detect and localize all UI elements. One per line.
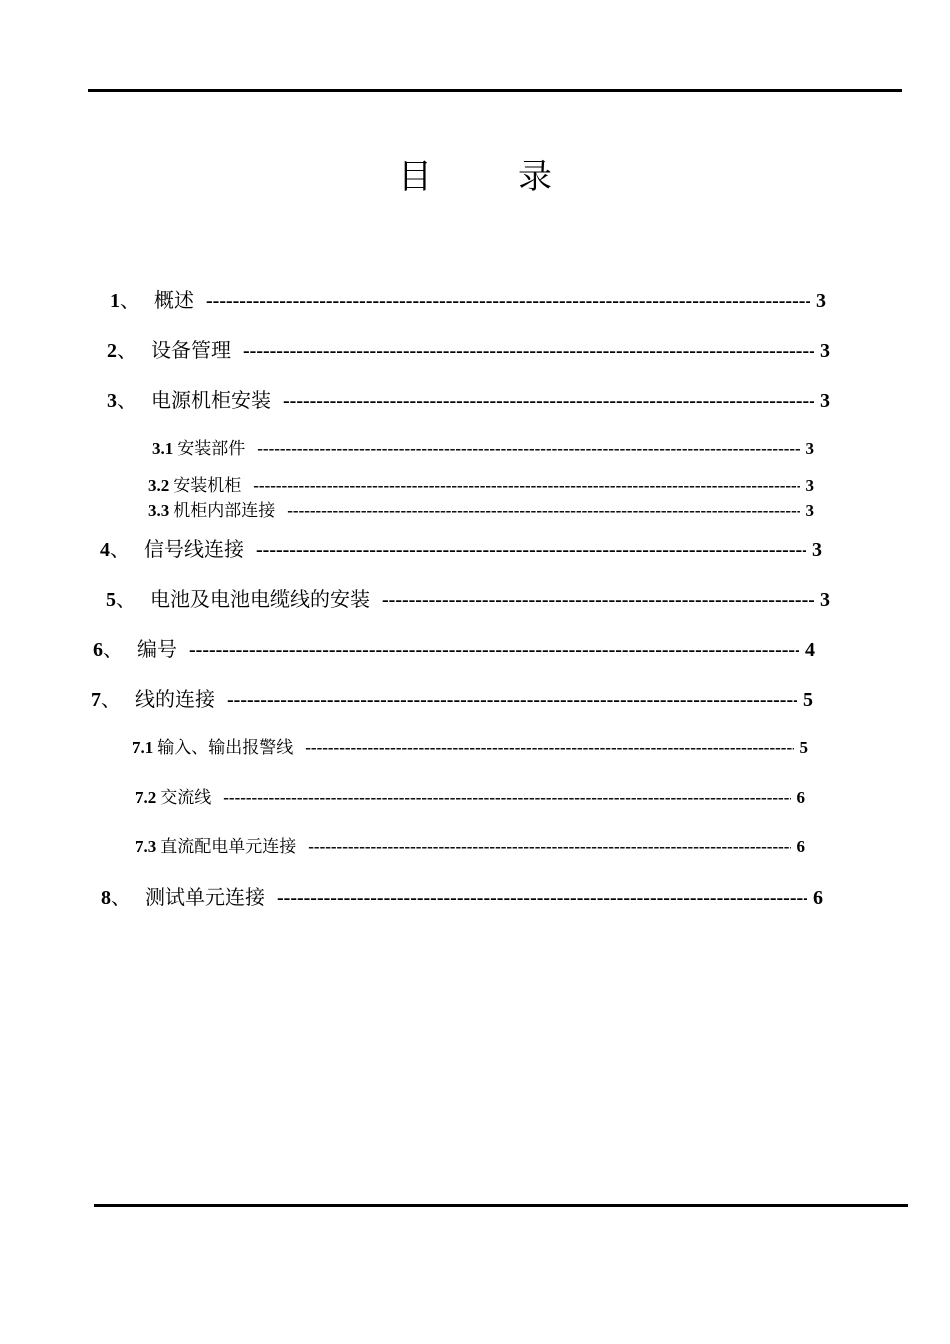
toc-dot-leader xyxy=(253,475,799,497)
toc-entry-separator: 、 xyxy=(110,537,130,561)
toc-entry-number: 1 xyxy=(110,290,120,312)
toc-entry-title: 编号 xyxy=(137,637,177,661)
toc-entry-page: 6 xyxy=(796,788,805,807)
toc-dot-leader xyxy=(287,500,799,522)
toc-entry-title: 电池及电池电缆线的安装 xyxy=(150,587,370,611)
toc-dot-leader xyxy=(257,438,799,460)
toc-entry-number: 7.1 xyxy=(132,738,154,757)
toc-entry-separator: 、 xyxy=(111,885,131,909)
toc-entry-3[interactable] xyxy=(107,387,830,413)
toc-entry-title: 直流配电单元连接 xyxy=(160,837,297,857)
toc-dot-leader xyxy=(382,587,814,612)
toc-entry-page: 3 xyxy=(812,539,822,561)
toc-entry-number: 4 xyxy=(100,539,110,561)
toc-entry-page: 3 xyxy=(805,439,814,458)
toc-entry-title: 机柜内部连接 xyxy=(173,501,276,521)
toc-dot-leader xyxy=(308,836,790,858)
toc-dot-leader xyxy=(256,537,806,562)
toc-entry-title: 交流线 xyxy=(160,788,212,808)
toc-entry-page: 5 xyxy=(803,689,813,711)
toc-entry-3-3[interactable] xyxy=(148,500,814,522)
toc-entry-title: 输入、输出报警线 xyxy=(157,738,294,758)
toc-entry-separator: 、 xyxy=(101,687,121,711)
toc-entry-2[interactable] xyxy=(107,337,830,363)
toc-entry-number: 5 xyxy=(106,589,116,611)
toc-entry-page: 3 xyxy=(820,340,830,362)
toc-entry-title: 概述 xyxy=(154,288,194,312)
toc-entry-page: 3 xyxy=(820,390,830,412)
toc-title-char-1: 目 xyxy=(398,157,432,197)
toc-entry-7-3[interactable] xyxy=(135,836,805,858)
toc-entry-page: 3 xyxy=(805,501,814,520)
toc-dot-leader xyxy=(277,885,807,910)
toc-title-char-2: 录 xyxy=(518,157,552,197)
toc-entry-number: 3.1 xyxy=(152,439,174,458)
toc-entry-number: 7.2 xyxy=(135,788,157,807)
toc-entry-7-2[interactable] xyxy=(135,787,805,809)
toc-entry-title: 设备管理 xyxy=(151,338,231,362)
toc-entry-page: 6 xyxy=(796,837,805,856)
toc-dot-leader xyxy=(283,388,814,413)
toc-entry-separator: 、 xyxy=(103,637,123,661)
toc-entry-separator: 、 xyxy=(120,288,140,312)
toc-entry-separator: 、 xyxy=(117,388,137,412)
toc-entry-4[interactable] xyxy=(100,536,822,562)
toc-entry-3-2[interactable] xyxy=(148,475,814,497)
toc-entry-page: 3 xyxy=(816,290,826,312)
footer-rule xyxy=(94,1204,908,1207)
header-rule xyxy=(88,89,902,92)
toc-entry-title: 安装部件 xyxy=(177,439,246,459)
toc-dot-leader xyxy=(189,637,799,662)
toc-entry-5[interactable] xyxy=(106,586,830,612)
toc-entry-number: 3 xyxy=(107,390,117,412)
toc-entry-8[interactable] xyxy=(101,884,823,910)
toc-dot-leader xyxy=(227,687,797,712)
toc-entry-page: 6 xyxy=(813,887,823,909)
toc-entry-number: 7.3 xyxy=(135,837,157,856)
toc-entry-page: 3 xyxy=(820,589,830,611)
toc-entry-number: 3.3 xyxy=(148,501,170,520)
toc-dot-leader xyxy=(305,737,793,759)
toc-dot-leader xyxy=(243,338,814,363)
toc-entry-title: 测试单元连接 xyxy=(145,885,265,909)
toc-entry-number: 8 xyxy=(101,887,111,909)
toc-entry-separator: 、 xyxy=(117,338,137,362)
toc-dot-leader xyxy=(223,787,790,809)
toc-entry-number: 6 xyxy=(93,639,103,661)
toc-entry-page: 4 xyxy=(805,639,815,661)
toc-entry-3-1[interactable] xyxy=(152,438,814,460)
toc-entry-title: 线的连接 xyxy=(135,687,215,711)
toc-entry-number: 7 xyxy=(91,689,101,711)
toc-entry-title: 安装机柜 xyxy=(173,476,242,496)
toc-entry-number: 3.2 xyxy=(148,476,170,495)
toc-entry-title: 信号线连接 xyxy=(144,537,244,561)
toc-entry-page: 3 xyxy=(805,476,814,495)
toc-dot-leader xyxy=(206,288,810,313)
toc-entry-number: 2 xyxy=(107,340,117,362)
toc-entry-page: 5 xyxy=(799,738,808,757)
toc-entry-7[interactable] xyxy=(91,686,813,712)
toc-entry-separator: 、 xyxy=(116,587,136,611)
toc-entry-6[interactable] xyxy=(93,636,815,662)
toc-entry-1[interactable] xyxy=(110,287,826,313)
toc-entry-7-1[interactable] xyxy=(132,737,808,759)
toc-entry-title: 电源机柜安装 xyxy=(151,388,271,412)
